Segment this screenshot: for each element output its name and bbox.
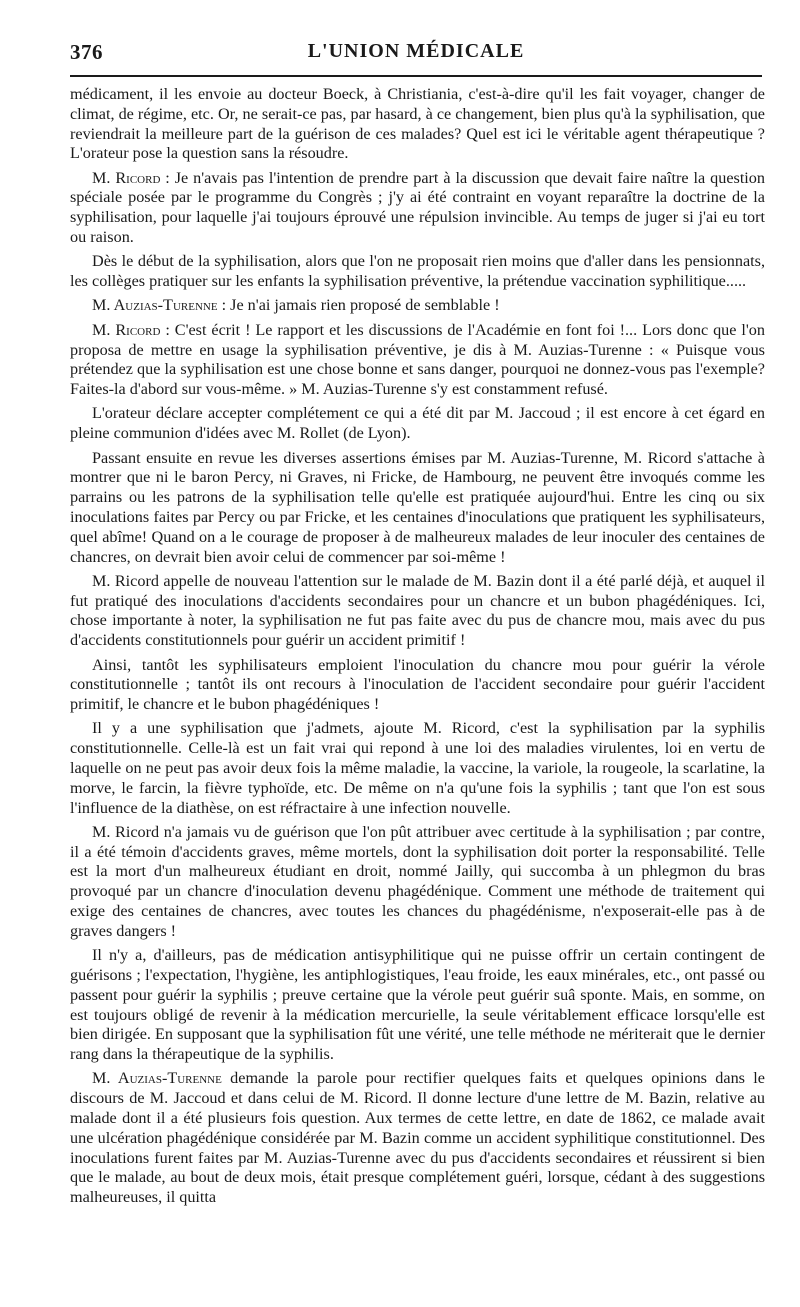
paragraph-text: Ainsi, tantôt les syphilisateurs emploient l'inoculation du chancre mou pour guérir la vérole constitutionnelle ; tantôt ils ont recours à l'inoculation de l'accident secondaire pour guérir l'accident primitif, le chancre et le bubon phagédéniques ! bbox=[70, 655, 765, 714]
page-header bbox=[70, 40, 762, 70]
paragraph-text: : Je n'avais pas l'intention de prendre part à la discussion que devait faire naître la question spéciale posée par le programme du Congrès ; j'y ai été contraint en voyant reparaître la doctrine de la syphilisation, pour laquelle j'ai toujours éprouvé une répulsion invincible. Au temps de juger si j'ai eu tort ou raison. bbox=[70, 168, 765, 247]
paragraph-2 bbox=[70, 169, 765, 248]
speaker-name: M. Ricord bbox=[92, 168, 161, 187]
paragraph-1 bbox=[70, 85, 765, 164]
paragraph-12 bbox=[70, 946, 765, 1065]
paragraph-7 bbox=[70, 449, 765, 568]
paragraph-text: M. Ricord n'a jamais vu de guérison que l'on pût attribuer avec certitude à la syphilisation ; par contre, il a été témoin d'accidents graves, même mortels, dont la syphilisation doit porter la responsabilité. Telle est la mort d'un malheureux étudiant en droit, nommé Jailly, qui succomba à un phlegmon du bras provoqué par un chancre d'inoculation devenu phagédénique. Comment une méthode de traitement qui exige des centaines de chancres, avec toutes les chances du phagédénisme, n'exposerait-elle pas à de graves dangers ! bbox=[70, 822, 765, 940]
paragraph-text: médicament, il les envoie au docteur Boeck, à Christiania, c'est-à-dire qu'il les fait voyager, changer de climat, de régime, etc. Or, ne serait-ce pas, par hasard, à ce changement, bien plus qu'à la syphilisation, que reviendrait la meilleure part de la guérison de ces malades? Quel est ici le véritable agent thérapeutique ? L'orateur pose la question sans la résoudre. bbox=[70, 85, 765, 163]
paragraph-4 bbox=[70, 296, 765, 316]
paragraph-text: Passant ensuite en revue les diverses assertions émises par M. Auzias-Turenne, M. Ricord s'attache à montrer que ni le baron Percy, ni Graves, ni Fricke, de Hambourg, ne peuvent être invoqués comme les parrains ou les patrons de la syphilisation telle qu'elle est pratiquée aujourd'hui. Entre les cinq ou six inoculations faites par Percy ou par Fricke, et les centaines d'inoculations que pratiquent les syphilisateurs, quel abîme! Quand on a le courage de proposer à de malheureux malades de leur inoculer des centaines de chancres, on devrait bien avoir celui de commencer par soi-même ! bbox=[70, 448, 765, 566]
speaker-name: M. Ricord bbox=[92, 320, 161, 339]
paragraph-13 bbox=[70, 1069, 765, 1208]
paragraph-text: : C'est écrit ! Le rapport et les discussions de l'Académie en font foi !... Lors donc que l'on proposa de mettre en usage la syphilisation préventive, je dis à M. Auzias-Turenne : « Puisque vous prétendez que la syphilisation est une chose bonne et sans danger, pourquoi ne donnez-vous pas l'exemple? Faites-la d'abord sur vous-même. » M. Auzias-Turenne s'y est constamment refusé. bbox=[70, 320, 765, 399]
paragraph-text: Il y a une syphilisation que j'admets, ajoute M. Ricord, c'est la syphilisation par la syphilis constitutionnelle. Celle-là est un fait vrai qui repond à une loi des maladies virulentes, loi en vertu de laquelle on ne peut pas avoir deux fois la même maladie, la vaccine, la variole, la rougeole, la scarlatine, la morve, le farcin, la fièvre typhoïde, etc. De même on n'a qu'une fois la syphilis ; tant que l'on est sous l'influence de la diathèse, on est réfractaire à une infection nouvelle. bbox=[70, 719, 765, 817]
paragraph-text: Il n'y a, d'ailleurs, pas de médication antisyphilitique qui ne puisse offrir un certain contingent de guérisons ; l'expectation, l'hygiène, les antiphlogistiques, l'eau froide, les eaux minérales, etc., ont passé ou passent pour guérir la syphilis ; preuve certaine que la vérole peut guérir suâ sponte. Mais, en somme, on est toujours obligé de revenir à la médication mercurielle, la seule véritablement efficace lorsqu'elle est bien dirigée. En supposant que la syphilisation fût une vérité, une telle méthode ne mériterait que le dernier rang dans la thérapeutique de la syphilis. bbox=[70, 946, 765, 1064]
paragraph-9 bbox=[70, 656, 765, 715]
body-text bbox=[70, 85, 765, 1213]
paragraph-text: Dès le début de la syphilisation, alors que l'on ne proposait rien moins que d'aller dans les pensionnats, les collèges pratiquer sur les enfants la syphilisation préventive, la prétendue vaccination syphilitique..... bbox=[70, 252, 765, 291]
paragraph-text: demande la parole pour rectifier quelques faits et quelques opinions dans le discours de M. Jaccoud et dans celui de M. Ricord. Il donne lecture d'une lettre de M. Bazin, relative au malade dont il a été plusieurs fois question. Aux termes de cette lettre, en date de 1862, ce malade avait une ulcération phagédénique considérée par M. Bazin comme un accident syphilitique constitutionnel. Des inoculations furent faites par M. Auzias-Turenne avec du pus d'accidents secondaires et réussirent si bien que le malade, au bout de deux mois, était presque complétement guéri, lorsque, cédant à des suggestions malheureuses, il quitta bbox=[70, 1069, 765, 1207]
page-number: 376 bbox=[70, 40, 103, 64]
paragraph-10 bbox=[70, 719, 765, 818]
paragraph-3 bbox=[70, 252, 765, 292]
header-rule bbox=[70, 75, 762, 77]
paragraph-8 bbox=[70, 572, 765, 651]
running-title: L'UNION MÉDICALE bbox=[307, 40, 525, 62]
paragraph-text: L'orateur déclare accepter complétement ce qui a été dit par M. Jaccoud ; il est encore à cet égard en pleine communion d'idées avec M. Rollet (de Lyon). bbox=[70, 404, 765, 443]
paragraph-5 bbox=[70, 321, 765, 400]
speaker-name: M. Auzias-Turenne bbox=[92, 296, 218, 315]
paragraph-text: : Je n'ai jamais rien proposé de semblable ! bbox=[217, 296, 500, 315]
paragraph-text: M. Ricord appelle de nouveau l'attention sur le malade de M. Bazin dont il a été parlé déjà, et auquel il fut pratiqué des inoculations d'accidents secondaires pour un chancre et un bubon phagédéniques. Ici, chose importante à noter, la syphilisation ne fut pas faite avec du pus de chancre mou, mais avec du pus d'accidents constitutionnels pour guérir un accident primitif ! bbox=[70, 571, 765, 650]
paragraph-6 bbox=[70, 404, 765, 444]
paragraph-11 bbox=[70, 823, 765, 942]
speaker-name: M. Auzias-Turenne bbox=[92, 1069, 222, 1088]
